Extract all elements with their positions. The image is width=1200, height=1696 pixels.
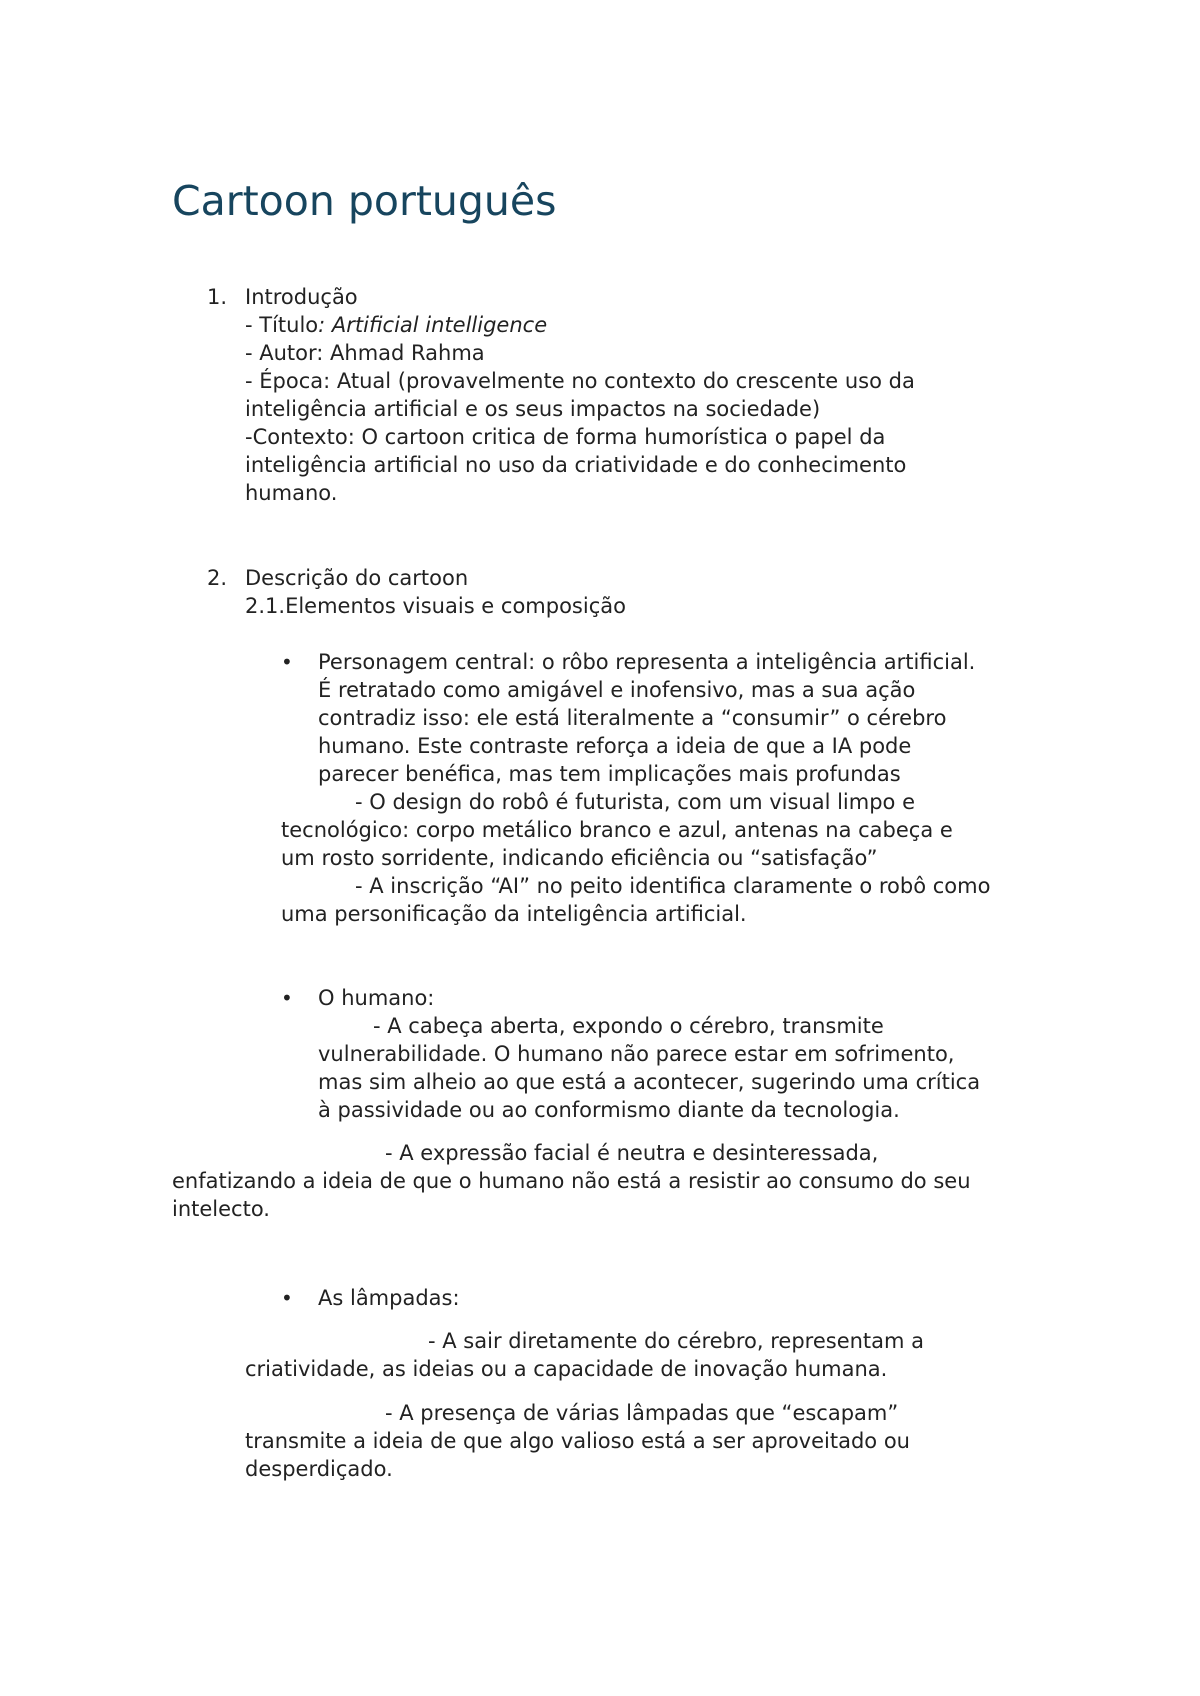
autor-line: - Autor: Ahmad Rahma	[245, 341, 485, 365]
contexto-line: inteligência artificial no uso da criatividade e do conhecimento	[245, 453, 907, 477]
robot-line: contradiz isso: ele está literalmente a “consumir” o cérebro	[318, 706, 947, 730]
lampadas-line: criatividade, as ideias ou a capacidade de inovação humana.	[245, 1357, 888, 1381]
robot-line: É retratado como amigável e inofensivo, mas a sua ação	[318, 678, 916, 702]
robot-line: Personagem central: o rôbo representa a inteligência artificial.	[318, 650, 976, 674]
contexto-line: humano.	[245, 481, 338, 505]
lampadas-line: - A sair diretamente do cérebro, representam a	[428, 1329, 925, 1353]
list-number: 2.	[207, 566, 228, 590]
contexto-line: -Contexto: O cartoon critica de forma humorística o papel da	[245, 425, 886, 449]
bullet-icon: •	[281, 1286, 293, 1310]
humano-expressao-line: enfatizando a ideia de que o humano não está a resistir ao consumo do seu	[172, 1169, 971, 1193]
robot-inscricao-line: - A inscrição “AI” no peito identifica claramente o robô como	[355, 874, 991, 898]
robot-line: parecer benéfica, mas tem implicações mais profundas	[318, 762, 901, 786]
humano-line: à passividade ou ao conformismo diante da tecnologia.	[318, 1098, 900, 1122]
robot-inscricao-line: uma personificação da inteligência artificial.	[281, 902, 747, 926]
lampadas-presenca-line: desperdiçado.	[245, 1457, 393, 1481]
humano-line: - A cabeça aberta, expondo o cérebro, transmite	[373, 1014, 884, 1038]
humano-line: vulnerabilidade. O humano não parece estar em sofrimento,	[318, 1042, 955, 1066]
bullet-icon: •	[281, 986, 293, 1010]
bullet-icon: •	[281, 650, 293, 674]
titulo-line	[245, 311, 547, 339]
lampadas-presenca-line: - A presença de várias lâmpadas que “escapam”	[385, 1401, 899, 1425]
epoca-line: inteligência artificial e os seus impactos na sociedade)	[245, 397, 821, 421]
robot-design-line: tecnológico: corpo metálico branco e azul, antenas na cabeça e	[281, 818, 953, 842]
lampadas-presenca-line: transmite a ideia de que algo valioso está a ser aproveitado ou	[245, 1429, 910, 1453]
epoca-line: - Época: Atual (provavelmente no contexto do crescente uso da	[245, 369, 915, 393]
robot-design-line: um rosto sorridente, indicando eficiência ou “satisfação”	[281, 846, 878, 870]
humano-heading: O humano:	[318, 986, 435, 1010]
section-heading: Introdução	[245, 285, 358, 309]
robot-line: humano. Este contraste reforça a ideia de que a IA pode	[318, 734, 912, 758]
page-title: Cartoon português	[172, 177, 557, 225]
lampadas-heading: As lâmpadas:	[318, 1286, 460, 1310]
list-number: 1.	[207, 285, 228, 309]
subsection-heading: 2.1.Elementos visuais e composição	[245, 594, 626, 618]
titulo-value: Artificial intelligence	[325, 313, 548, 337]
robot-design-line: - O design do robô é futurista, com um visual limpo e	[355, 790, 915, 814]
humano-expressao-line: - A expressão facial é neutra e desinteressada,	[385, 1141, 879, 1165]
section-heading: Descrição do cartoon	[245, 566, 469, 590]
humano-expressao-line: intelecto.	[172, 1197, 270, 1221]
titulo-label: - Título	[245, 313, 319, 337]
humano-line: mas sim alheio ao que está a acontecer, sugerindo uma crítica	[318, 1070, 981, 1094]
titulo-colon: :	[318, 313, 326, 337]
